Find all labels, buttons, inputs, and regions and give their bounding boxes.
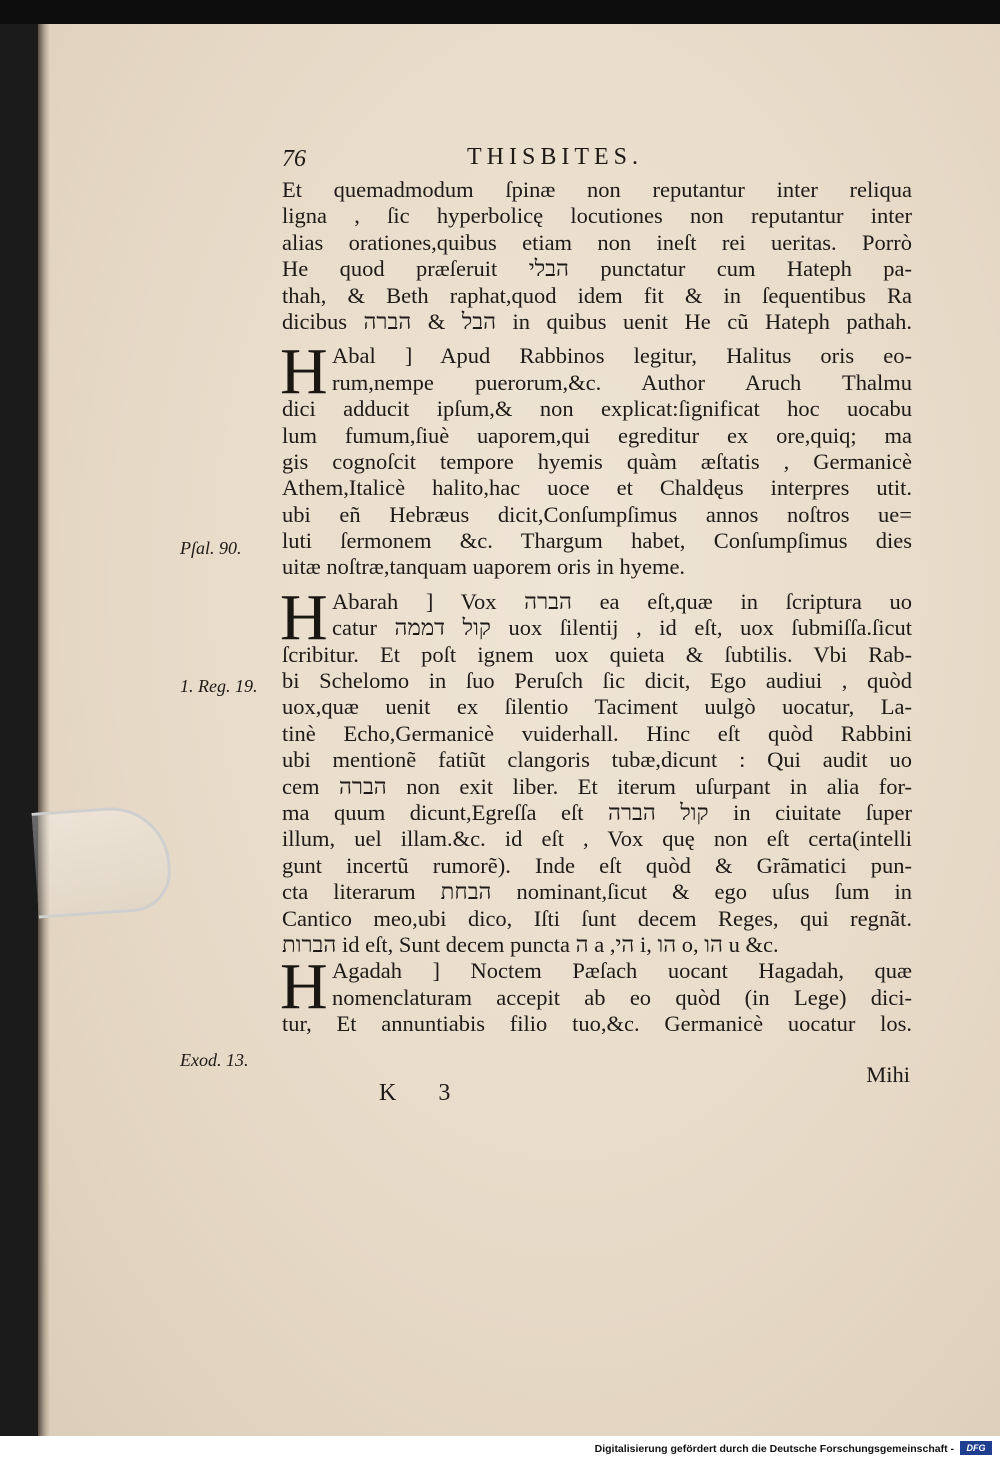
text-line: gunt incertũ rumorẽ). Inde eſt quòd & Grãmatici pun- [282,852,912,878]
text-line: ubi mentionẽ fatiũt clangoris tubæ,dicunt : Qui audit uo [282,747,912,773]
text-line: cem הברה non exit liber. Et iterum uſurpant in alia for- [282,773,912,799]
text-line: rum,nempe puerorum,&c. Author Aruch Thalmu [332,369,912,395]
main-text [282,177,912,1038]
text-line: uox,quæ uenit ex ſilentio Taciment uulgò uocatur, La- [282,694,912,720]
drop-cap: H [280,950,328,1024]
catchword: Mihi [866,1062,910,1087]
digitization-footer [0,1436,1000,1462]
paragraph-1 [282,177,912,335]
text-line: dici adducit ipſum,& non explicat:ſignificat hoc uocabu [282,396,912,422]
text-line: gis cognoſcit tempore hyemis quàm æſtatis , Germanicè [282,448,912,474]
text-line: הברות id eſt, Sunt decem puncta ה a ,הי i, הו o, הו u &c. [282,931,779,957]
text-line: lum fumum,ſiuè uaporem,qui egreditur ex ore,quiq; ma [282,422,912,448]
text-line: ſcribitur. Et poſt ignem uox quieta & ſubtilis. Vbi Rab- [282,641,912,667]
text-line: tinè Echo,Germanicè vuiderhall. Hinc eſt quòd Rabbini [282,720,912,746]
signature-mark: K 3 [379,1080,469,1106]
margin-note: Exod. 13. [180,1050,249,1070]
text-line: Agadah ] Noctem Pæſach uocant Hagadah, quæ [332,958,912,984]
dfg-logo-icon: DFG [960,1441,992,1455]
page-header [282,140,912,180]
text-line: Et quemadmodum ſpinæ non reputantur inter reliqua [282,177,912,202]
drop-cap: H [280,335,328,409]
entry-hagadah [280,950,912,1037]
text-line: ligna , ſic hyperbolicę locutiones non reputantur inter [282,203,912,229]
text-line: catur קול דממה uox ſilentij , id eſt, uox ſubmiſſa.ſicut [332,615,913,641]
footer-credit: Digitalisierung gefördert durch die Deutsche Forschungsgemeinschaft - [594,1443,954,1455]
entry-habal [280,335,912,581]
text-line: luti ſermonem &c. Thargum habet, Conſumpſimus dies [282,528,912,554]
drop-cap: H [280,580,328,654]
scanner-top-band [0,0,1000,24]
text-line: tur, Et annuntiabis filio tuo,&c. Germanicè uocatur los. [282,1011,912,1037]
text-line: Athem,Italicè halito,hac uoce et Chaldęus interpres utit. [282,475,912,501]
text-line: cta literarum הבחת nominant,ſicut & ego uſus ſum in [282,879,912,905]
text-line: alias orationes,quibus etiam non ineſt rei ueritas. Porrò [282,229,912,255]
text-line: illum, uel illam.&c. id eſt , Vox quę non eſt certa(intelli [282,826,912,852]
text-line: Cantico meo,ubi dico, Iſti ſunt decem Reges, qui regnãt. [282,905,912,931]
text-line: thah, & Beth raphat,quod idem fit & in ſequentibus Ra [282,282,912,308]
text-line: ubi eñ Hebræus dicit,Conſumpſimus annos noſtros ue= [282,501,912,527]
text-line: uitæ noſtræ,tanquam uaporem oris in hyeme. [282,554,686,580]
entry-habarah [280,580,913,958]
text-line: nomenclaturam accepit ab eo quòd (in Lege) dici- [332,984,912,1010]
text-line: bi Schelomo in ſuo Peruſch ſic dicit, Ego audiui , quòd [282,668,912,694]
page-number: 76 [282,146,306,172]
margin-note: 1. Reg. 19. [180,676,258,696]
text-line: Abarah ] Vox הברה ea eſt,quæ in ſcriptura uo [332,588,912,614]
page-spine-shadow [38,24,50,1436]
text-line: Abal ] Apud Rabbinos legitur, Halitus oris eo- [332,343,912,369]
page-foot [282,1062,912,1122]
running-title: THISBITES. [467,144,643,170]
text-line: He quod præſeruit הבלי punctatur cum Hateph pa- [282,256,912,282]
text-line: ma quum dicunt,Egreſſa eſt קול הברה in ciuitate ſuper [282,799,912,825]
text-line: dicibus הבל & הברה in quibus uenit He cũ Hateph pathah. [282,308,913,334]
margin-note: Pſal. 90. [180,538,242,558]
